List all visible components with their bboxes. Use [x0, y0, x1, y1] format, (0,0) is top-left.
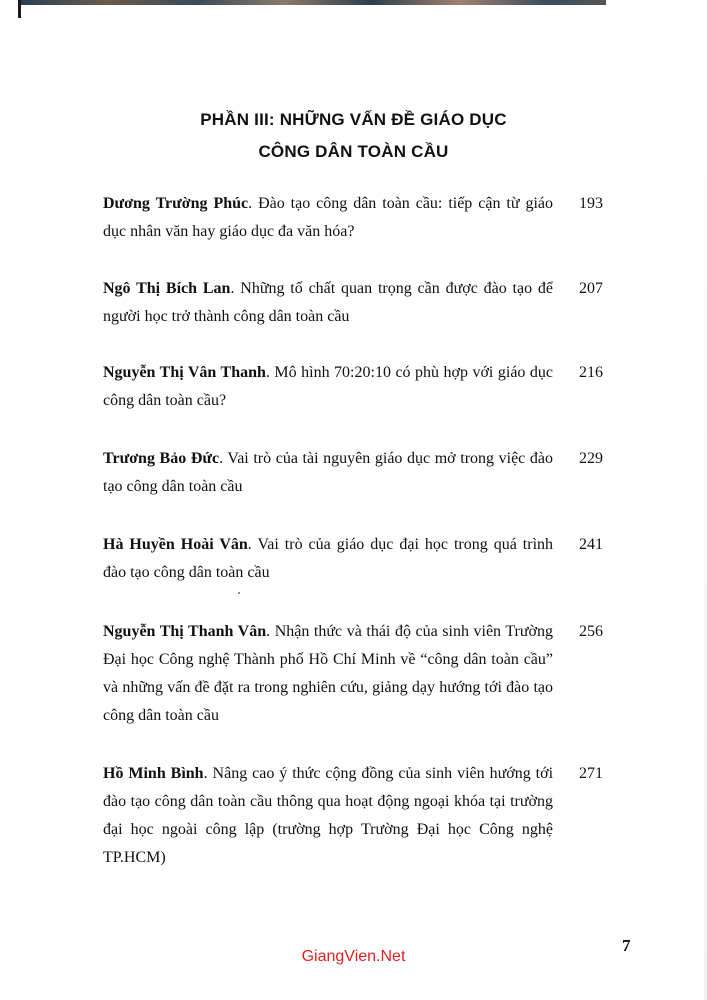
scan-top-edge [20, 0, 606, 5]
page-number: 7 [622, 936, 631, 955]
scan-left-mark [18, 0, 21, 18]
toc-entry-page: 216 [579, 364, 603, 381]
toc-entry-text: Dương Trường Phúc. Đào tạo công dân toàn cầu: tiếp cận từ giáo dục nhân văn hay giáo dục đa văn hóa? [103, 195, 554, 240]
toc-entry-page: 207 [579, 280, 603, 297]
toc-entry-text: Ngô Thị Bích Lan. Những tố chất quan trọng cần được đào tạo để người học trở thành công dân toàn cầu [103, 280, 554, 325]
toc-entry-text: Hồ Minh Bình. Nâng cao ý thức cộng đồng của sinh viên hướng tới đào tạo công dân toàn cầu thông qua hoạt động ngoại khóa tại trường đại học ngoài công lập (trường hợp Trường Đại học Công nghệ TP.HCM) [103, 765, 554, 866]
toc-entry-title: Vai trò của tài nguyên giáo dục mở trong việc đào tạo công dân toàn cầu [103, 450, 553, 495]
toc-entry-author: Hà Huyền Hoài Vân [103, 536, 248, 553]
toc-entry-author: Trương Bảo Đức [103, 450, 220, 467]
toc-entry-text: Trương Bảo Đức. Vai trò của tài nguyên giáo dục mở trong việc đào tạo công dân toàn cầu [103, 450, 553, 495]
toc-entry-text: Nguyễn Thị Thanh Vân. Nhận thức và thái độ của sinh viên Trường Đại học Công nghệ Thành phố Hồ Chí Minh về “công dân toàn cầu” và những vấn đề đặt ra trong nghiên cứu, giảng dạy hướng tới đào tạo công dân toàn cầu [103, 623, 554, 724]
section-heading-line-1: PHẦN III: NHỮNG VẤN ĐỀ GIÁO DỤC [200, 110, 507, 129]
toc-entry-page: 229 [579, 450, 603, 467]
toc-entry-text: Hà Huyền Hoài Vân. Vai trò của giáo dục đại học trong quá trình đào tạo công dân toàn cầu [103, 536, 554, 581]
toc-entry-title: Đào tạo công dân toàn cầu: tiếp cận từ giáo dục nhân văn hay giáo dục đa văn hóa? [103, 195, 554, 240]
toc-entry-author: Ngô Thị Bích Lan [103, 280, 231, 297]
toc-entry[interactable] [103, 531, 603, 587]
section-heading [0, 104, 707, 168]
scan-speck [238, 592, 240, 594]
toc-entry-title: Nâng cao ý thức cộng đồng của sinh viên hướng tới đào tạo công dân toàn cầu thông qua hoạt động ngoại khóa tại trường đại học ngoài công lập (trường hợp Trường Đại học Công nghệ TP.HCM) [103, 765, 554, 866]
toc-entry-author: Dương Trường Phúc [103, 195, 249, 212]
toc-entry-author: Nguyễn Thị Vân Thanh [103, 364, 266, 381]
toc-entry-page: 271 [579, 765, 603, 782]
toc-entry-text: Nguyễn Thị Vân Thanh. Mô hình 70:20:10 có phù hợp với giáo dục công dân toàn cầu? [103, 364, 554, 409]
section-heading-line-2: CÔNG DÂN TOÀN CẦU [258, 142, 449, 161]
toc-entry-title: Nhận thức và thái độ của sinh viên Trường Đại học Công nghệ Thành phố Hồ Chí Minh về “công dân toàn cầu” và những vấn đề đặt ra trong nghiên cứu, giảng dạy hướng tới đào tạo công dân toàn cầu [103, 623, 554, 724]
toc-entry-page: 256 [579, 623, 603, 640]
toc-entry-page: 193 [579, 195, 603, 212]
watermark-text: GiangVien.Net [301, 948, 406, 965]
toc-entry-title: Mô hình 70:20:10 có phù hợp với giáo dục công dân toàn cầu? [103, 364, 554, 409]
toc-entry[interactable] [103, 275, 603, 331]
toc-entry-author: Hồ Minh Bình [103, 765, 204, 782]
toc-entry-title: Những tố chất quan trọng cần được đào tạo để người học trở thành công dân toàn cầu [103, 280, 554, 325]
toc-entry-title: Vai trò của giáo dục đại học trong quá trình đào tạo công dân toàn cầu [103, 536, 554, 581]
toc-entry[interactable] [103, 618, 603, 730]
toc-entry[interactable] [103, 359, 603, 415]
toc-entry[interactable] [103, 445, 603, 501]
toc-entry-page: 241 [579, 536, 603, 553]
toc-entry-author: Nguyễn Thị Thanh Vân [103, 623, 267, 640]
toc-entry[interactable] [103, 190, 603, 246]
toc-entry[interactable] [103, 760, 603, 872]
